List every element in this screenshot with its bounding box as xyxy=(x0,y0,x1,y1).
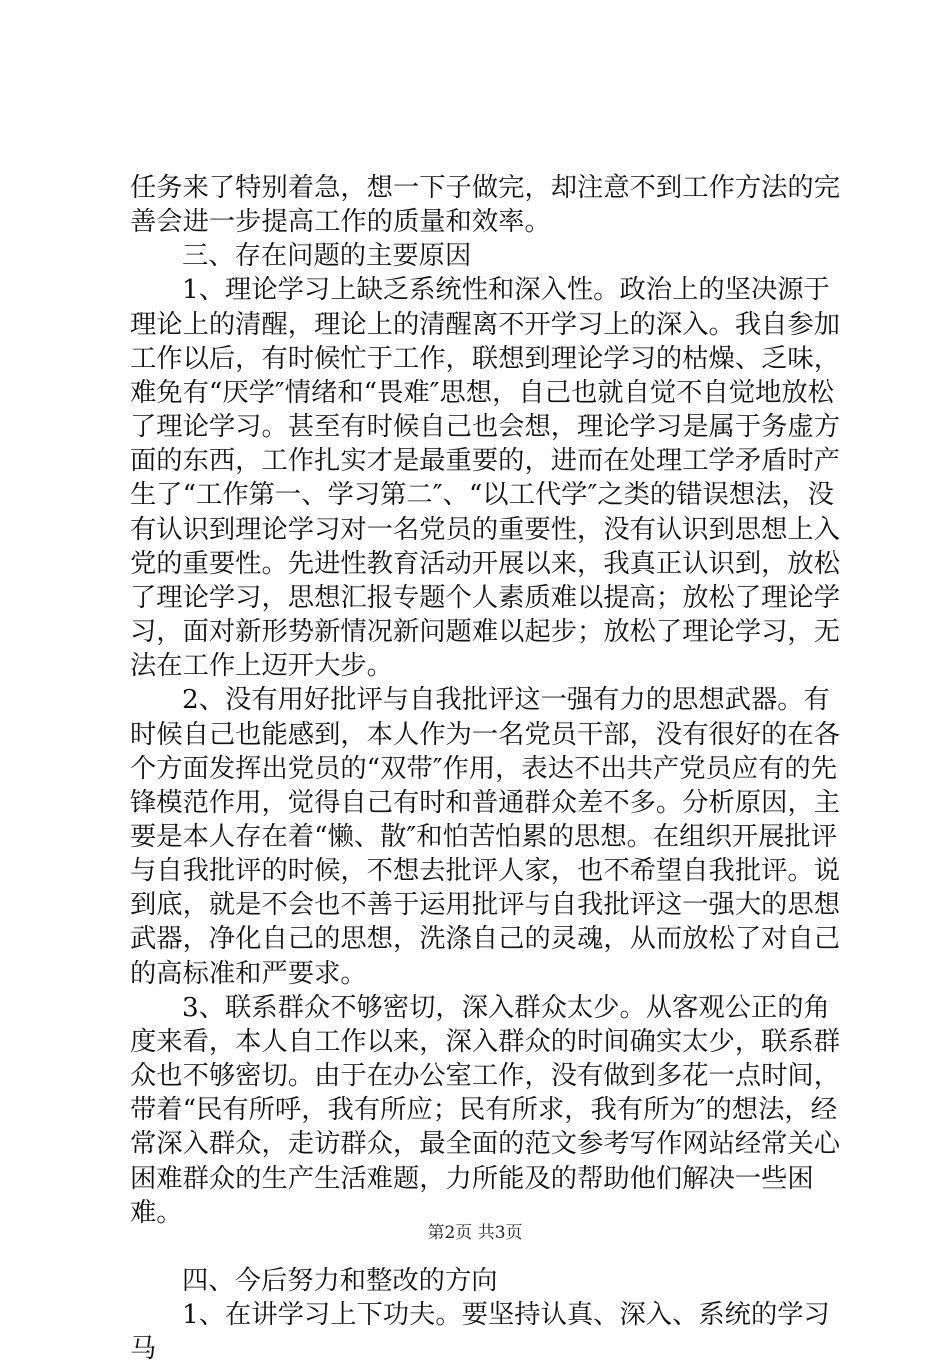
section-heading-4: 四、今后努力和整改的方向 xyxy=(182,1265,498,1296)
paragraph-reason-1: 1、理论学习上缺乏系统性和深入性。政治上的坚决源于理论上的清醒，理论上的清醒离不开学习上的深入。我自参加工作以后，有时候忙于工作，联想到理论学习的枯燥、乏味，难免有“厌学″情绪和“畏难″思想，自己也就自觉不自觉地放松了理论学习。甚至有时候自己也会想，理论学习是属于务虚方面的东西，工作扎实才是最重要的，进而在处理工学矛盾时产生了“工作第一、学习第二″、“以工代学″之类的错误想法，没有认识到理论学习对一名党员的重要性，没有认识到思想上入党的重要性。先进性教育活动开展以来，我真正认识到，放松了理论学习，思想汇报专题个人素质难以提高；放松了理论学习，面对新形势新情况新问题难以起步；放松了理论学习，无法在工作上迈开大步。 xyxy=(130,275,841,682)
section-heading-3: 三、存在问题的主要原因 xyxy=(182,241,472,272)
page-footer: 第2页 共3页 xyxy=(427,1223,523,1243)
paragraph-reason-3: 3、联系群众不够密切，深入群众太少。从客观公正的角度来看，本人自工作以来，深入群众的时间确实太少，联系群众也不够密切。由于在办公室工作，没有做到多花一点时间，带着“民有所呼，我有所应；民有所求，我有所为″的想法，经常深入群众，走访群众，最全面的范文参考写作网站经常关心困难群众的生产生活难题，力所能及的帮助他们解决一些困难。 xyxy=(130,992,841,1228)
paragraph-reason-2: 2、没有用好批评与自我批评这一强有力的思想武器。有时候自己也能感到，本人作为一名党员干部，没有很好的在各个方面发挥出党员的“双带″作用，表达不出共产党员应有的先锋模范作用，觉得自己有时和普通群众差不多。分析原因，主要是本人存在着“懒、散″和怕苦怕累的思想。在组织开展批评与自我批评的时候，不想去批评人家，也不希望自我批评。说到底，就是不会也不善于运用批评与自我批评这一强大的思想武器，净化自己的思想，洗涤自己的灵魂，从而放松了对自己的高标准和严要求。 xyxy=(130,685,841,989)
document-body xyxy=(130,171,840,1366)
paragraph-continuation: 任务来了特别着急，想一下子做完，却注意不到工作方法的完善会进一步提高工作的质量和效率。 xyxy=(130,173,841,238)
paragraph-direction-1: 1、在讲学习上下功夫。要坚持认真、深入、系统的学习马 xyxy=(130,1300,830,1365)
